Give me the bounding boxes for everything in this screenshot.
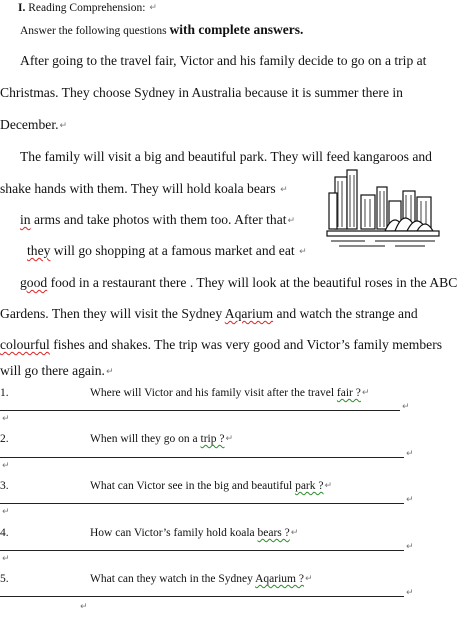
- answer-line[interactable]: [0, 596, 404, 597]
- paragraph-mark: ↵: [59, 121, 68, 131]
- passage-text: in: [20, 212, 31, 227]
- question-body: What can they watch in the Sydney: [90, 573, 256, 585]
- question-text: [90, 432, 233, 446]
- passage-line: [0, 337, 442, 353]
- passage-line: [20, 212, 295, 229]
- passage-line: [0, 363, 114, 380]
- passage-text: and watch the strange and: [273, 306, 418, 321]
- passage-line: [20, 275, 457, 291]
- paragraph-mark: ↵: [324, 481, 333, 491]
- sydney-skyline-illustration: [325, 165, 443, 251]
- passage-line: After going to the travel fair, Victor and his family decide to go on a trip at: [20, 53, 427, 68]
- question-body: How can Victor’s family hold koala: [90, 527, 258, 539]
- question-tail: Aqarium ?: [255, 573, 304, 585]
- passage-text: Aqarium: [224, 306, 274, 321]
- instruction: [20, 22, 303, 38]
- question-text: [90, 572, 313, 586]
- passage-line: [27, 243, 307, 260]
- paragraph-mark: ↵: [304, 574, 313, 584]
- answer-line[interactable]: [0, 410, 400, 411]
- passage-text: they: [27, 243, 51, 258]
- question-tail: bears ?: [257, 527, 290, 539]
- question-number: 4.: [0, 527, 9, 539]
- question-body: When will they go on a: [90, 433, 201, 445]
- section-title: Reading Comprehension:: [28, 2, 146, 14]
- passage-text: food in a restaurant there . They will look at the beautiful roses in the ABC: [47, 275, 458, 290]
- question-number: 2.: [0, 433, 9, 445]
- paragraph-mark: ↵: [2, 461, 10, 471]
- paragraph-mark: ↵: [149, 3, 157, 13]
- question-text: [90, 479, 332, 493]
- section-heading: [18, 1, 157, 15]
- passage-text: fishes and shakes. The trip was very good and Victor’s family members: [49, 337, 443, 352]
- paragraph-mark: ↵: [287, 216, 296, 226]
- paragraph-mark: ↵: [406, 449, 414, 459]
- question-number: 3.: [0, 480, 9, 492]
- passage-line: Christmas. They choose Sydney in Australia because it is summer there in: [0, 85, 403, 100]
- passage-text: December.: [0, 117, 59, 132]
- question-text: [90, 526, 298, 540]
- paragraph-mark: ↵: [2, 507, 10, 517]
- question-tail: park ?: [295, 480, 324, 492]
- passage-line: [0, 117, 67, 134]
- question-body: Where will Victor and his family visit after the travel: [90, 387, 337, 399]
- passage-text: arms and take photos with them too. After that: [30, 212, 287, 227]
- passage-text: colourful: [0, 337, 50, 352]
- question-tail: trip ?: [200, 433, 225, 445]
- paragraph-mark: ↵: [402, 402, 410, 412]
- passage-text: will go there again.: [0, 363, 105, 378]
- answer-line[interactable]: [0, 457, 404, 458]
- paragraph-mark: ↵: [290, 528, 299, 538]
- paragraph-mark: ↵: [80, 602, 88, 612]
- paragraph-mark: ↵: [299, 247, 307, 257]
- paragraph-mark: ↵: [406, 495, 414, 505]
- answer-line[interactable]: [0, 550, 404, 551]
- paragraph-mark: ↵: [2, 414, 10, 424]
- passage-text: Gardens. Then they will visit the Sydney: [0, 306, 225, 321]
- paragraph-mark: ↵: [105, 367, 114, 377]
- passage-text: will go shopping at a famous market and eat: [50, 243, 295, 258]
- passage-line: [0, 181, 288, 198]
- answer-line[interactable]: [0, 503, 404, 504]
- section-number: I.: [18, 2, 26, 14]
- paragraph-mark: ↵: [406, 588, 414, 598]
- question-number: 1.: [0, 387, 9, 399]
- paragraph-mark: ↵: [225, 434, 234, 444]
- paragraph-mark: ↵: [2, 554, 10, 564]
- question-body: What can Victor see in the big and beautiful: [90, 480, 296, 492]
- instruction-text: Answer the following questions: [20, 25, 167, 37]
- question-text: [90, 386, 369, 400]
- passage-line: The family will visit a big and beautiful park. They will feed kangaroos and: [20, 149, 432, 164]
- paragraph-mark: ↵: [406, 542, 414, 552]
- passage-text: shake hands with them. They will hold koala bears: [0, 181, 276, 196]
- instruction-emphasis: with complete answers.: [169, 22, 304, 37]
- paragraph-mark: ↵: [361, 388, 370, 398]
- paragraph-mark: ↵: [280, 185, 288, 195]
- passage-line: [0, 306, 418, 322]
- question-tail: fair ?: [336, 387, 361, 399]
- question-number: 5.: [0, 573, 9, 585]
- passage-text: good: [20, 275, 48, 290]
